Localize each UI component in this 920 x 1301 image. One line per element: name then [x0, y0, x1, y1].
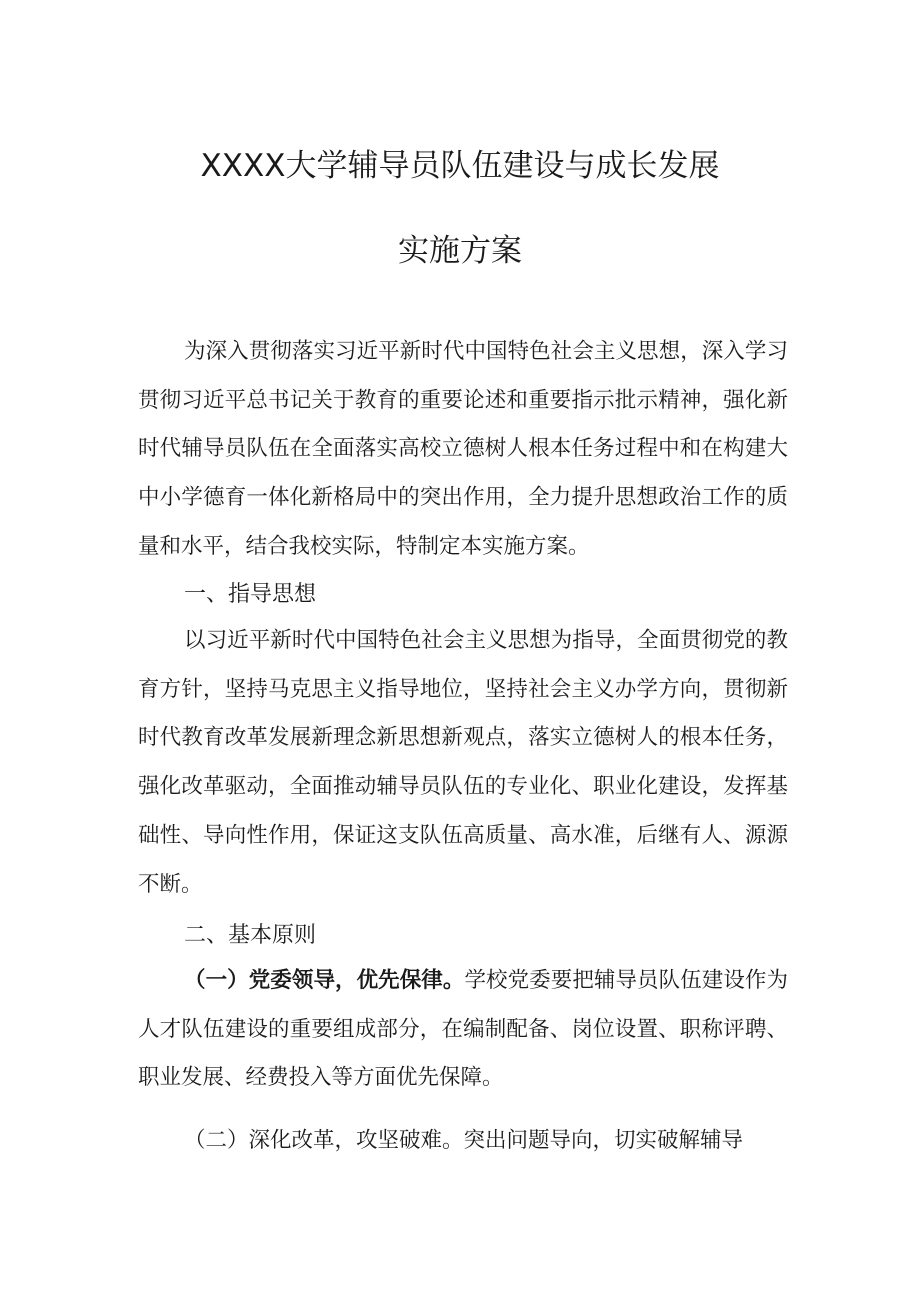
document-title-line-2: 实施方案 — [398, 233, 522, 269]
section-heading-basic-principles: 二、基本原则 — [184, 923, 317, 948]
principle-paragraph-2 — [138, 1117, 788, 1166]
guiding-ideology-paragraph: 以习近平新时代中国特色社会主义思想为指导，全面贯彻党的教育方针，坚持马克思主义指导地位，坚持社会主义办学方向，贯彻新时代教育改革发展新理念新思想新观点，落实立德树人的根本任务，强化改革驱动，全面推动辅导员队伍的专业化、职业化建设，发挥基础性、导向性作用，保证这支队伍高质量、高水准，后继有人、源源不断。 — [138, 628, 788, 897]
section-heading-guiding-ideology: 一、指导思想 — [184, 582, 317, 607]
principle-1-body: 学校党委要把辅导员队伍建设作为人才队伍建设的重要组成部分，在编制配备、岗位设置、职称评聘、职业发展、经费投入等方面优先保障。 — [138, 968, 788, 1091]
principle-2-body: 突出问题导向，切实破解辅导 — [463, 1128, 744, 1153]
principle-paragraph-1 — [138, 957, 788, 1103]
intro-paragraph: 为深入贯彻落实习近平新时代中国特色社会主义思想，深入学习贯彻习近平总书记关于教育的重要论述和重要指示批示精神，强化新时代辅导员队伍在全面落实高校立德树人根本任务过程中和在构建大中小学德育一体化新格局中的突出作用，全力提升思想政治工作的质量和水平，结合我校实际，特制定本实施方案。 — [138, 339, 788, 559]
principle-2-lead: （二）深化改革，攻坚破难。 — [184, 1128, 464, 1153]
principle-1-lead: （一）党委领导，优先保律。 — [184, 968, 465, 993]
document-title-line-1: XXXX大学辅导员队伍建设与成长发展 — [200, 148, 720, 184]
